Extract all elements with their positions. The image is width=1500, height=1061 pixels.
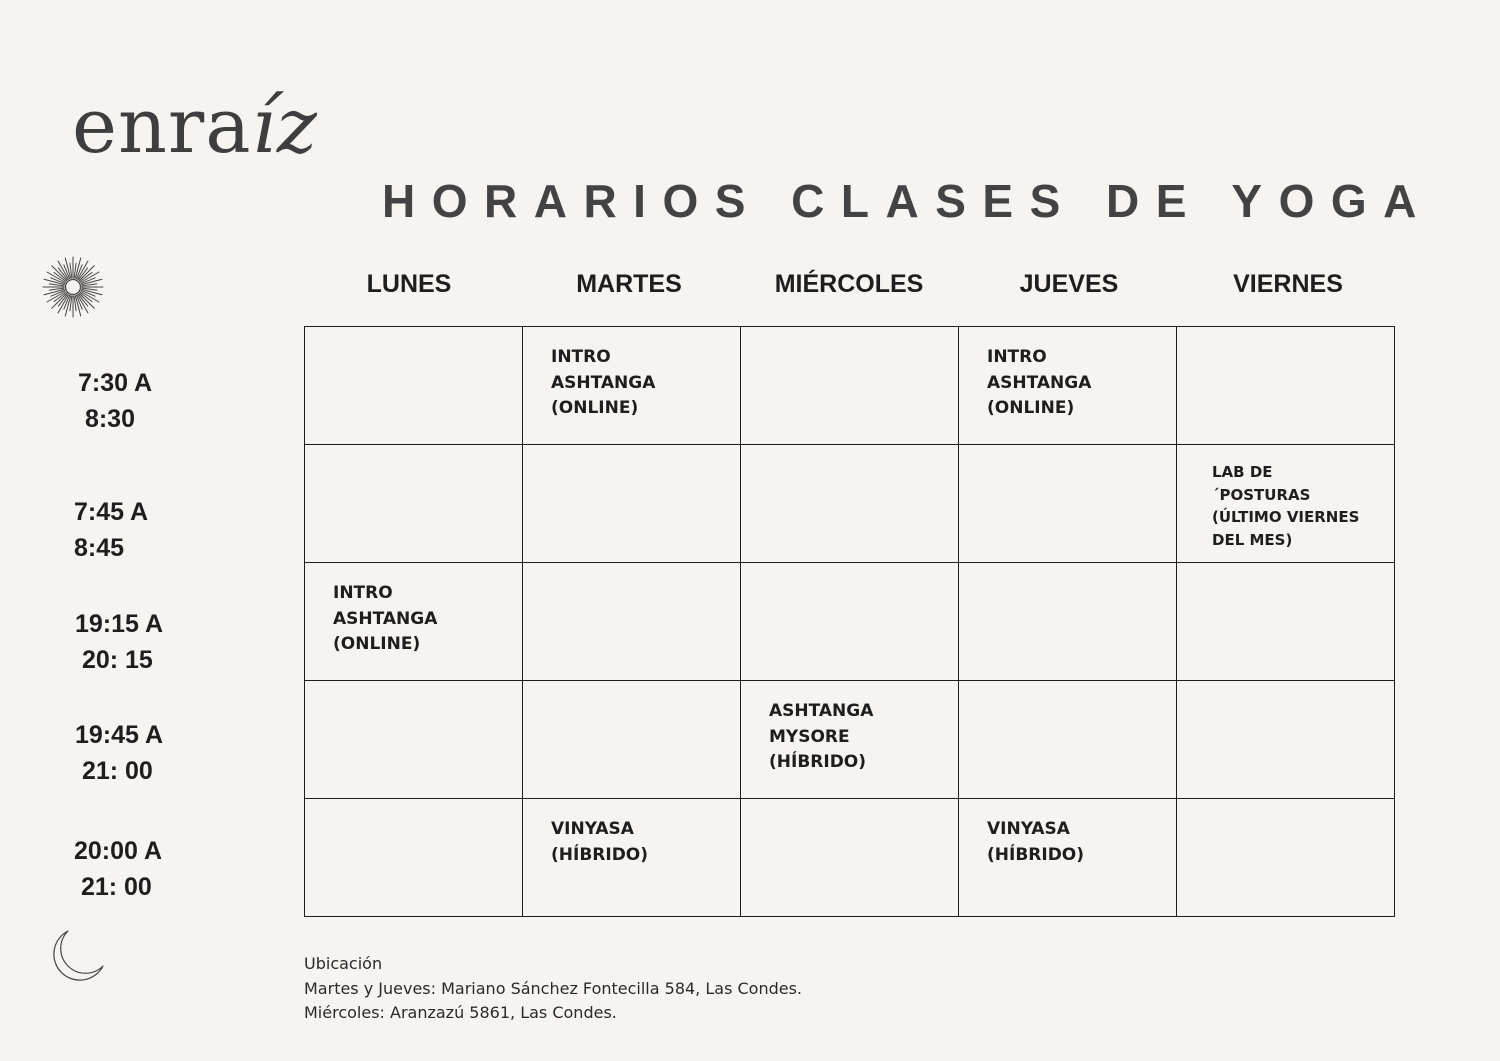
schedule-row-4 — [305, 681, 1395, 799]
schedule-cell — [741, 445, 959, 563]
time-slot-1: 7:30 A 8:30 — [78, 369, 153, 433]
schedule-row-5 — [305, 799, 1395, 917]
brand-logo — [72, 81, 318, 170]
schedule-cell — [741, 681, 959, 799]
location-line-2: Miércoles: Aranzazú 5861, Las Condes. — [304, 1003, 617, 1022]
day-header-martes: MARTES — [576, 270, 682, 298]
schedule-cell — [523, 563, 741, 681]
sun-ray — [79, 266, 94, 281]
time-slot-3: 19:15 A 20: 15 — [75, 610, 164, 674]
schedule-cell — [959, 445, 1177, 563]
schedule-cell — [305, 445, 523, 563]
schedule-cell — [1177, 327, 1395, 445]
day-header-jueves: JUEVES — [1019, 270, 1119, 298]
schedule-cell — [741, 327, 959, 445]
sun-ray — [79, 293, 94, 308]
location-heading: Ubicación — [304, 954, 383, 973]
schedule-cell — [741, 799, 959, 917]
schedule-cell — [959, 681, 1177, 799]
sun-ray — [52, 293, 67, 308]
class-label: VINYASA (HÍBRIDO) — [551, 819, 649, 865]
sun-ray — [52, 266, 67, 281]
class-label: INTRO ASHTANGA (ONLINE) — [333, 583, 438, 654]
schedule-cell — [523, 799, 741, 917]
day-header-viernes: VIERNES — [1233, 270, 1343, 298]
schedule-cell — [959, 799, 1177, 917]
day-header-lunes: LUNES — [366, 270, 452, 298]
schedule-cell — [1177, 445, 1395, 563]
schedule-grid — [304, 326, 1395, 917]
schedule-cell — [523, 327, 741, 445]
schedule-cell — [1177, 799, 1395, 917]
schedule-cell — [305, 563, 523, 681]
day-header-miercoles: MIÉRCOLES — [774, 270, 924, 298]
schedule-cell — [959, 327, 1177, 445]
schedule-cell — [305, 681, 523, 799]
schedule-cell — [959, 563, 1177, 681]
schedule-cell — [741, 563, 959, 681]
location-info — [304, 952, 802, 1026]
class-label: INTRO ASHTANGA (ONLINE) — [551, 347, 656, 418]
time-slot-2: 7:45 A 8:45 — [74, 498, 149, 562]
schedule-cell — [305, 799, 523, 917]
sun-icon — [42, 256, 104, 318]
class-label: LAB DE ´POSTURAS (ÚLTIMO VIERNES DEL MES) — [1212, 463, 1360, 549]
class-label: VINYASA (HÍBRIDO) — [987, 819, 1085, 865]
location-line-1: Martes y Jueves: Mariano Sánchez Fontecilla 584, Las Condes. — [304, 978, 803, 998]
schedule-row-3 — [305, 563, 1395, 681]
logo-main: enra — [72, 81, 252, 170]
schedule-row-1 — [305, 327, 1395, 445]
logo-accent: íz — [251, 81, 318, 170]
schedule-cell — [1177, 681, 1395, 799]
class-label: ASHTANGA MYSORE (HÍBRIDO) — [769, 701, 874, 772]
schedule-cell — [305, 327, 523, 445]
class-label: INTRO ASHTANGA (ONLINE) — [987, 347, 1092, 418]
moon-icon — [46, 926, 108, 988]
schedule-row-2 — [305, 445, 1395, 563]
schedule-cell — [523, 445, 741, 563]
schedule-cell — [523, 681, 741, 799]
schedule-cell — [1177, 563, 1395, 681]
time-slot-4: 19:45 A 21: 00 — [75, 721, 164, 785]
time-slot-5: 20:00 A 21: 00 — [74, 837, 163, 901]
page-title: HORARIOS CLASES DE YOGA — [382, 175, 1433, 227]
